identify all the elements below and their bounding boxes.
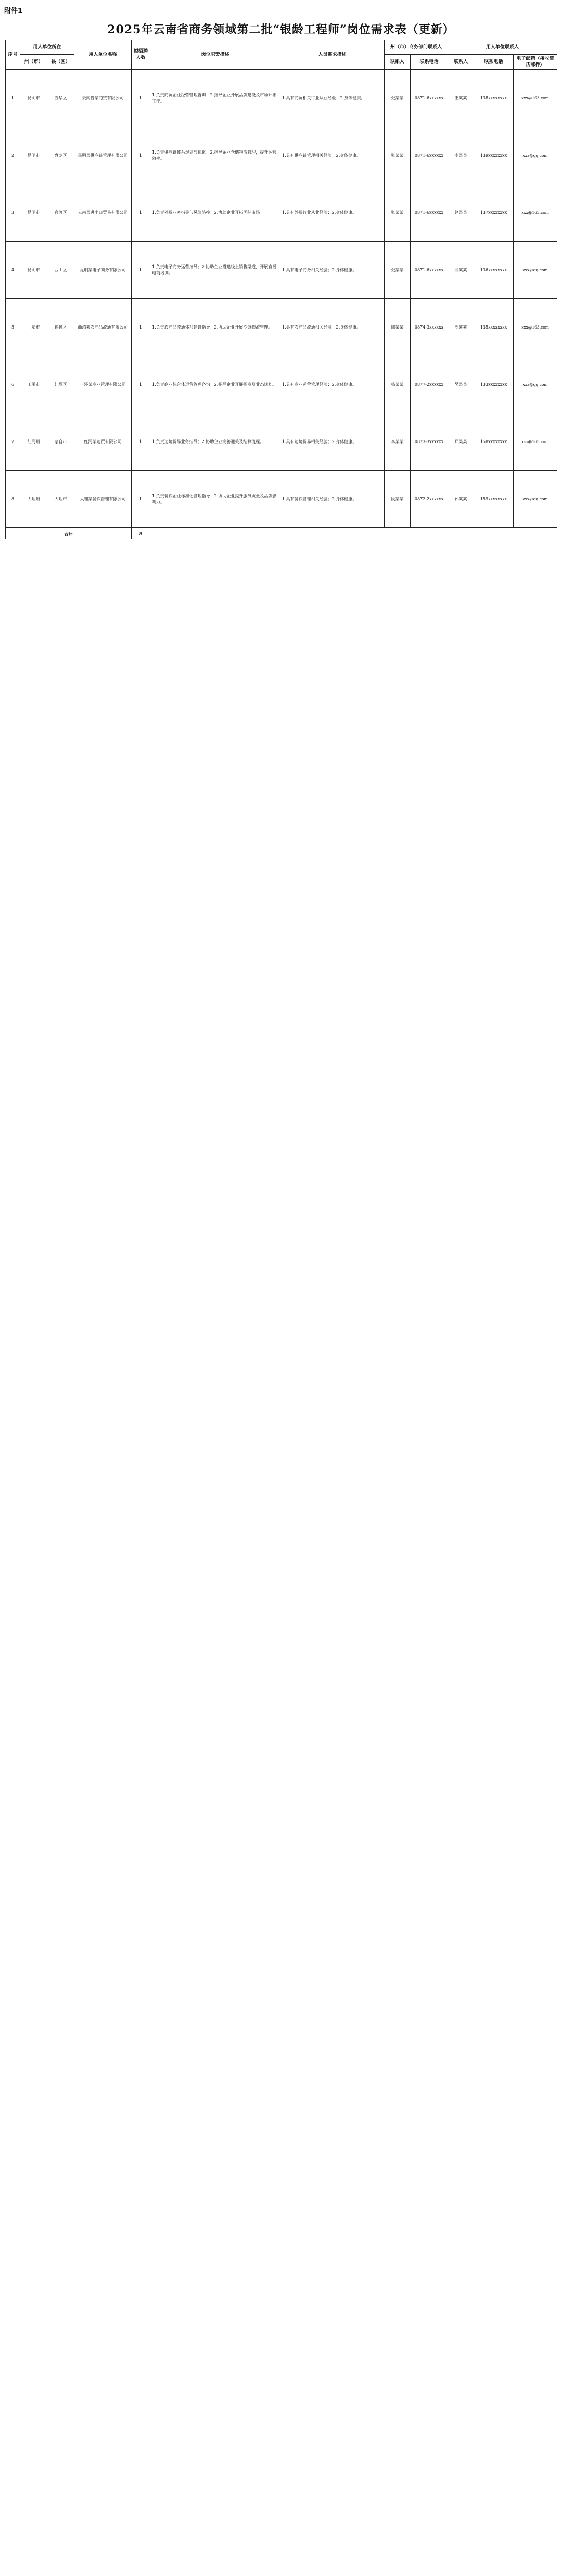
row-unit-name: 昆明某供应链管理有限公司 [74, 127, 132, 184]
row-city: 昆明市 [20, 127, 47, 184]
row-dept-contact: 张某某 [385, 70, 411, 127]
header-dept-contact-name: 联系人 [385, 55, 411, 70]
total-count: 8 [132, 528, 150, 539]
row-dept-phone: 0877-2xxxxxx [411, 356, 448, 413]
header-unit-name: 用人单位名称 [74, 40, 132, 70]
header-dept-contact-phone: 联系电话 [411, 55, 448, 70]
row-seq: 2 [6, 127, 20, 184]
header-count: 拟招聘人数 [132, 40, 150, 70]
row-unit-contact: 赵某某 [448, 184, 474, 242]
row-duties: 1.负责餐饮企业标准化管理指导；2.协助企业提升服务质量及品牌影响力。 [150, 471, 280, 528]
table-row [6, 471, 557, 528]
row-unit-phone: 158xxxxxxxx [474, 413, 514, 471]
header-county: 县（区） [47, 55, 74, 70]
row-county: 红塔区 [47, 356, 74, 413]
row-unit-name: 红河某边贸有限公司 [74, 413, 132, 471]
row-county: 盘龙区 [47, 127, 74, 184]
row-city: 红河州 [20, 413, 47, 471]
row-unit-name: 曲靖某农产品流通有限公司 [74, 299, 132, 356]
row-dept-contact: 张某某 [385, 184, 411, 242]
row-count: 1 [132, 299, 150, 356]
row-requirements: 1.具有供应链管理相关经验；2.身体健康。 [280, 127, 385, 184]
row-count: 1 [132, 184, 150, 242]
header-seq: 序号 [6, 40, 20, 70]
row-county: 蒙自市 [47, 413, 74, 471]
row-unit-name: 玉溪某商业管理有限公司 [74, 356, 132, 413]
row-dept-contact: 张某某 [385, 127, 411, 184]
row-seq: 8 [6, 471, 20, 528]
row-dept-contact: 段某某 [385, 471, 411, 528]
row-seq: 7 [6, 413, 20, 471]
row-unit-contact: 李某某 [448, 127, 474, 184]
row-seq: 1 [6, 70, 20, 127]
row-city: 大理州 [20, 471, 47, 528]
row-county: 官渡区 [47, 184, 74, 242]
row-unit-name: 云南某进出口贸易有限公司 [74, 184, 132, 242]
table-row [6, 184, 557, 242]
header-unit-location: 用人单位所在 [20, 40, 74, 55]
row-dept-phone: 0871-6xxxxxx [411, 127, 448, 184]
table-row [6, 70, 557, 127]
total-label: 合计 [6, 528, 132, 539]
row-dept-contact: 杨某某 [385, 356, 411, 413]
row-unit-phone: 133xxxxxxxx [474, 356, 514, 413]
header-unit-contact-phone: 联系电话 [474, 55, 514, 70]
row-email[interactable]: xxx@163.com [514, 184, 557, 242]
header-city: 州（市） [20, 55, 47, 70]
row-count: 1 [132, 413, 150, 471]
row-unit-contact: 郑某某 [448, 413, 474, 471]
row-unit-name: 云南省某商贸有限公司 [74, 70, 132, 127]
row-requirements: 1.具有外贸行业从业经验；2.身体健康。 [280, 184, 385, 242]
row-requirements: 1.具有电子商务相关经验；2.身体健康。 [280, 242, 385, 299]
document-title: 2025年云南省商务领域第二批“银龄工程师”岗位需求表（更新） [107, 23, 455, 36]
total-blank [150, 528, 557, 539]
row-unit-name: 大理某餐饮管理有限公司 [74, 471, 132, 528]
row-email[interactable]: xxx@163.com [514, 413, 557, 471]
row-unit-contact: 刘某某 [448, 242, 474, 299]
table-body [6, 70, 557, 539]
row-email[interactable]: xxx@163.com [514, 299, 557, 356]
header-unit-contact-name: 联系人 [448, 55, 474, 70]
row-seq: 5 [6, 299, 20, 356]
row-city: 昆明市 [20, 70, 47, 127]
row-count: 1 [132, 471, 150, 528]
row-county: 西山区 [47, 242, 74, 299]
row-requirements: 1.具有边境贸易相关经验；2.身体健康。 [280, 413, 385, 471]
header-unit-contact: 用人单位联系人 [448, 40, 557, 55]
row-duties: 1.负责供应链体系规划与优化；2.指导企业仓储物流管理，提升运营效率。 [150, 127, 280, 184]
row-dept-phone: 0873-3xxxxxx [411, 413, 448, 471]
row-email[interactable]: xxx@qq.com [514, 127, 557, 184]
row-email[interactable]: xxx@qq.com [514, 356, 557, 413]
row-unit-phone: 136xxxxxxxx [474, 242, 514, 299]
row-county: 麒麟区 [47, 299, 74, 356]
row-dept-phone: 0871-6xxxxxx [411, 70, 448, 127]
row-city: 昆明市 [20, 184, 47, 242]
row-duties: 1.负责农产品流通体系建设指导；2.协助企业开展冷链物流管理。 [150, 299, 280, 356]
header-requirements: 人员需求描述 [280, 40, 385, 70]
row-city: 昆明市 [20, 242, 47, 299]
row-duties: 1.负责电子商务运营指导；2.协助企业搭建线上销售渠道，开展直播电商培训。 [150, 242, 280, 299]
header-unit-email: 电子邮箱（接收简历邮件） [514, 55, 557, 70]
row-dept-contact: 李某某 [385, 413, 411, 471]
row-count: 1 [132, 356, 150, 413]
row-seq: 4 [6, 242, 20, 299]
row-unit-phone: 135xxxxxxxx [474, 299, 514, 356]
row-unit-phone: 138xxxxxxxx [474, 70, 514, 127]
row-dept-contact: 张某某 [385, 242, 411, 299]
row-unit-contact: 孙某某 [448, 471, 474, 528]
row-count: 1 [132, 70, 150, 127]
row-dept-phone: 0871-6xxxxxx [411, 184, 448, 242]
table-row [6, 242, 557, 299]
table-row [6, 127, 557, 184]
row-duties: 1.负责边境贸易业务指导；2.协助企业完善通关及结算流程。 [150, 413, 280, 471]
row-county: 五华区 [47, 70, 74, 127]
row-unit-name: 昆明某电子商务有限公司 [74, 242, 132, 299]
row-unit-phone: 159xxxxxxxx [474, 471, 514, 528]
row-email[interactable]: xxx@163.com [514, 70, 557, 127]
requirements-table-wrapper [5, 40, 557, 539]
row-unit-contact: 周某某 [448, 299, 474, 356]
row-dept-contact: 陈某某 [385, 299, 411, 356]
row-city: 玉溪市 [20, 356, 47, 413]
row-requirements: 1.具有农产品流通相关经验；2.身体健康。 [280, 299, 385, 356]
row-unit-contact: 王某某 [448, 70, 474, 127]
row-unit-phone: 139xxxxxxxx [474, 127, 514, 184]
row-unit-phone: 137xxxxxxxx [474, 184, 514, 242]
row-city: 曲靖市 [20, 299, 47, 356]
total-row [6, 528, 557, 539]
row-dept-phone: 0871-6xxxxxx [411, 242, 448, 299]
row-requirements: 1.具有餐饮管理相关经验；2.身体健康。 [280, 471, 385, 528]
row-duties: 1.负责商贸企业经营管理咨询；2.指导企业开展品牌建设及市场开拓工作。 [150, 70, 280, 127]
table-row [6, 356, 557, 413]
row-county: 大理市 [47, 471, 74, 528]
header-duties: 岗位职责描述 [150, 40, 280, 70]
row-requirements: 1.具有商业运营管理经验；2.身体健康。 [280, 356, 385, 413]
row-email[interactable]: xxx@qq.com [514, 471, 557, 528]
row-requirements: 1.具有商贸相关行业从业经验；2.身体健康。 [280, 70, 385, 127]
attachment-label: 附件1 [4, 7, 23, 15]
table-row [6, 413, 557, 471]
row-dept-phone: 0872-2xxxxxx [411, 471, 448, 528]
row-dept-phone: 0874-3xxxxxx [411, 299, 448, 356]
row-duties: 1.负责外贸业务指导与风险防控；2.协助企业开拓国际市场。 [150, 184, 280, 242]
table-row [6, 299, 557, 356]
row-count: 1 [132, 242, 150, 299]
row-count: 1 [132, 127, 150, 184]
row-seq: 3 [6, 184, 20, 242]
requirements-table [5, 40, 557, 539]
row-duties: 1.负责商业综合体运营管理咨询；2.指导企业开展招商及业态规划。 [150, 356, 280, 413]
row-email[interactable]: xxx@qq.com [514, 242, 557, 299]
header-dept-contact: 州（市）商务部门联系人 [385, 40, 448, 55]
row-unit-contact: 吴某某 [448, 356, 474, 413]
row-seq: 6 [6, 356, 20, 413]
